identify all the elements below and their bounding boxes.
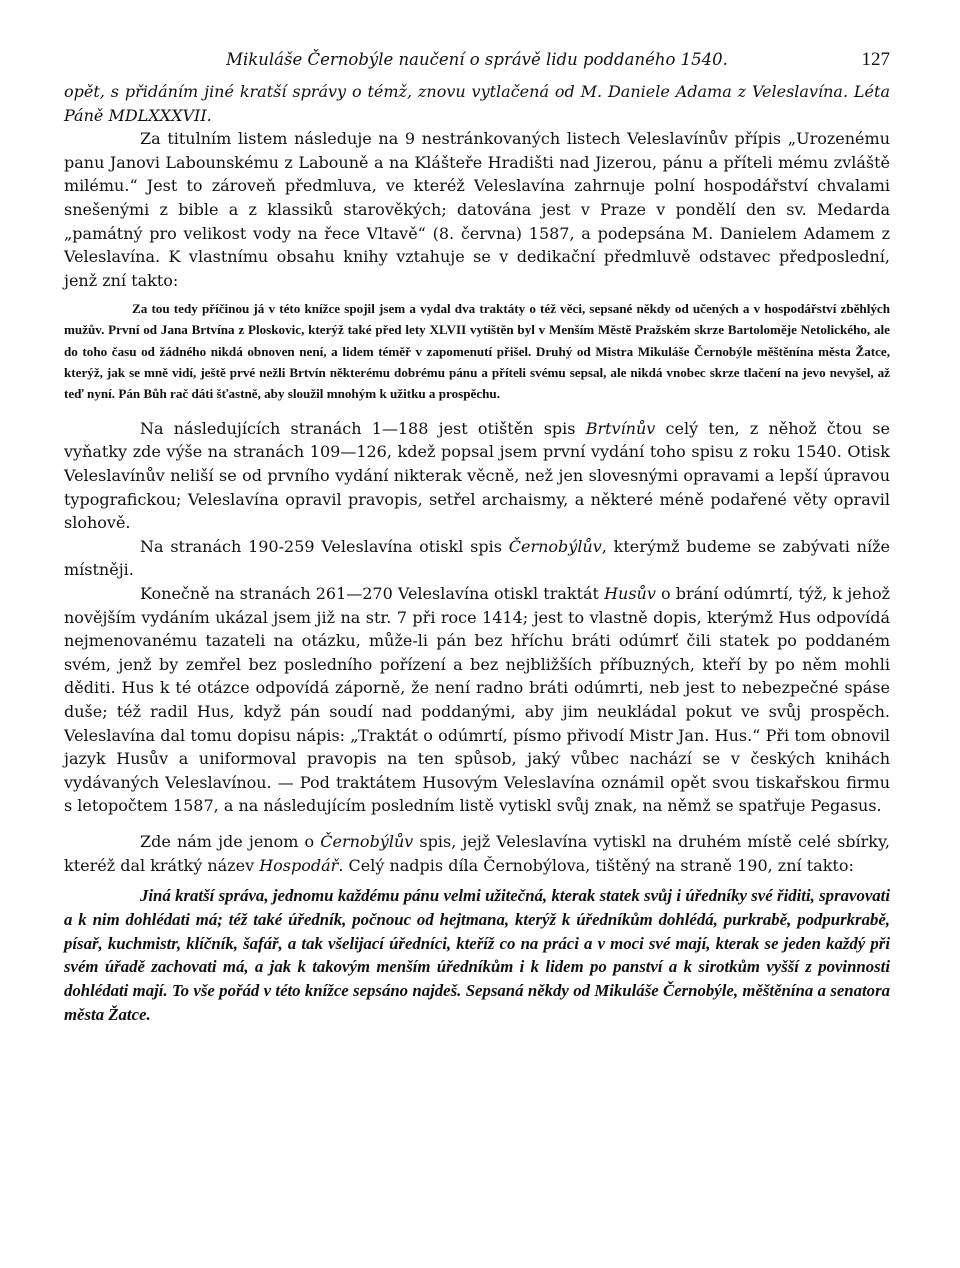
paragraph-cernobyl xyxy=(64,535,890,582)
paragraph-text: Zde nám jde jenom o xyxy=(140,831,321,851)
paragraph-text: Na stranách 190-259 Veleslavína otiskl spis xyxy=(140,536,509,556)
main-text xyxy=(64,80,890,1027)
paragraph-text: . Celý nadpis díla Černobýlova, tištěný na straně 190, zní takto: xyxy=(338,855,854,875)
paragraph-text: spis, jejž Veleslavína vytiskl na druhém místě celé sbírky, kteréž dal krátký název xyxy=(64,831,890,875)
continued-title-text: opět, s přidáním jiné kratší správy o témž, znovu vytlačená od M. Daniele Adama z Veleslavína. Léta Páně MDLXXXVII. xyxy=(64,82,890,125)
running-title: Mikuláše Černobýle naučení o správě lidu poddaného 1540. xyxy=(226,50,728,69)
emphasis-text: Černobýlův xyxy=(320,831,414,851)
paragraph-text: o brání odúmrtí, týž, k jehož novějším vydáním ukázal jsem již na str. 7 při roce 1414; jest to vlastně dopis, kterýmž Hus odpovídá nejmenovanému tazateli na otázku, může-li pán bez hříchu bráti odúmrť čili statek po poddaném svém, jenž by zemřel bez posledního pořízení a bez nejbližších příbuzných, kteří by po něm mohli děditi. Hus k té otázce odpovídá záporně, že není radno bráti odúmrti, neb jest to nebezpečné spáse duše; též radil Hus, když pán soudí nad poddanými, aby jim neukládal pokut ve svůj prospěch. Veleslavína dal tomu dopisu nápis: „Traktát o odúmrtí, písmo přivodí Mistr Jan. Hus.“ Při tom obnovil jazyk Husův a uniformoval pravopis na ten spůsob, jaký vůbec nachází se v českých knihách vydávaných Veleslavínou. — Pod traktátem Husovým Veleslavína oznámil opět svou tiskařskou firmu s letopočtem 1587, a na následujícím posledním listě vytiskl svůj znak, na němž se spatřuje Pegasus. xyxy=(64,583,891,816)
dedication-quote xyxy=(64,298,890,403)
paragraph-brtvin xyxy=(64,417,890,535)
page-number: 127 xyxy=(861,49,890,70)
paragraph-text: Na následujících stranách 1—188 jest otištěn spis xyxy=(140,418,586,438)
running-head xyxy=(64,48,890,80)
paragraph-text: celý ten, z něhož čtou se vyňatky zde výše na stranách 109—126, kdež popsal jsem první vydání toho spisu z roku 1540. Otisk Veleslavínův neliší se od prvního vydání nikterak věcně, než jen slovesnými opravami a lepší úpravou typografickou; Veleslavína opravil pravopis, setřel archaismy, a některé méně podařené věty opravil slohově. xyxy=(64,418,891,533)
emphasis-text: Husův xyxy=(604,583,656,603)
paragraph-text: Konečně na stranách 261—270 Veleslavína otiskl traktát xyxy=(140,583,605,603)
emphasis-text: Hospodář xyxy=(259,855,339,875)
dedication-quote-text: Za tou tedy příčinou já v této knížce spojil jsem a vydal dva traktáty o též věci, sepsané někdy od učených a v hospodářství zběhlých mužův. První od Jana Brtvína z Ploskovic, kterýž také před lety XLVII vytištěn byl v Menším Městě Pražském skrze Bartoloměje Netolického, ale do toho času od žádného nikdá obnoven není, a lidem téměř v zapomenutí přišel. Druhý od Mistra Mikuláše Černobýle měštěnína města Žatce, kterýž, jak se mně vidí, ještě prvé nežli Brtvín některému dobrému pánu a příteli svému sepsal, ale nikdá vnobec skrze tlačení na jevo nevyšel, až teď nyní. Pán Bůh rač dáti šťastně, aby sloužil mnohým k užitku a prospěchu. xyxy=(64,301,890,401)
paragraph-dedication: Za titulním listem následuje na 9 nestránkovaných listech Veleslavínův přípis „Urozenému panu Janovi Labounskému z Labouně a na Klášteře Hradišti nad Jizerou, pánu a příteli mému zvláště milému.“ Jest to zároveň předmluva, ve kteréž Veleslavína zahrnuje polní hospodářství chvalami snešenými z bible a z klassiků starověkých; datována jest v Praze v pondělí den sv. Medarda „památný pro velikost vody na řece Vltavě“ (8. června) 1587, a podepsána M. Danielem Adamem z Veleslavína. K vlastnímu obsahu knihy vztahuje se v dedikační předmluvě odstavec předposlední, jenž zní takto: xyxy=(64,129,890,290)
paragraph-hus xyxy=(64,582,890,818)
work-title-quote xyxy=(64,884,890,1027)
emphasis-text: Černobýlův xyxy=(508,536,602,556)
work-title-quote-text: Jiná kratší správa, jednomu každému pánu velmi užitečná, kterak statek svůj i úředníky své řiditi, spravovati a k nim dohlédati má; též také úředník, počnouc od hejtmana, kterýž k úředníkům dohlédá, purkrabě, podpurkrabě, písař, kuchmistr, klíčník, šafář, a tak všelijací úředníci, kteříž co na práci a v moci své mají, kterak se jeden každý při svém úřadě zachovati má, a jak k takovým menším úředníkům i k lidem po panství a k sirotkům vyšší z povinnosti dohlédati mají. To vše pořád v této knížce sepsáno najdeš. Sepsaná někdy od Mikuláše Černobýle, měštěnína a senatora města Žatce. xyxy=(64,886,890,1025)
emphasis-text: Brtvínův xyxy=(585,418,656,438)
paragraph-title-intro xyxy=(64,830,890,877)
paragraph-text: , kterýmž budeme se zabývati níže místněji. xyxy=(64,536,891,580)
book-page xyxy=(64,48,890,1248)
